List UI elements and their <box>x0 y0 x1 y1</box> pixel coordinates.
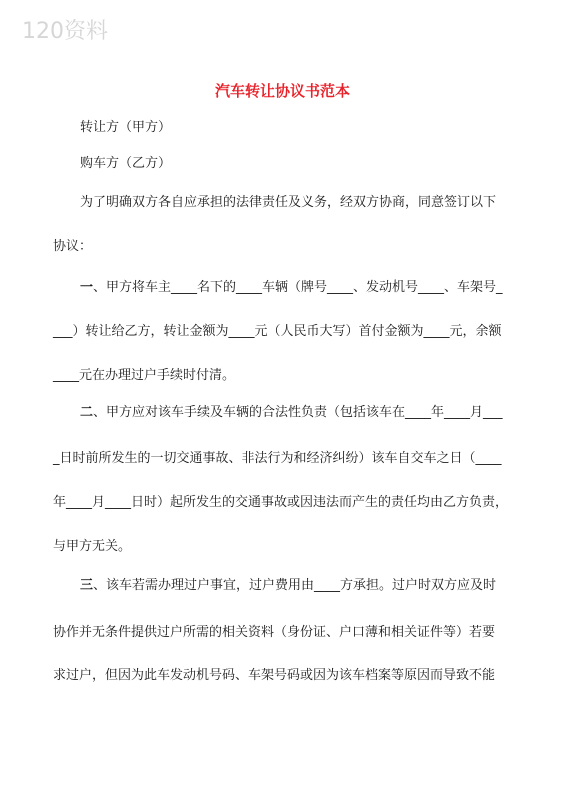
clause-1-line-1 <box>80 280 503 296</box>
watermark-text: 120资料 <box>22 19 108 44</box>
clause-2-line-2: _日时前所发生的一切交通事故、非法行为和经济纠纷）该车自交车之日（____ <box>53 451 502 466</box>
clause-1-number: 一 <box>80 280 94 295</box>
clause-3-line-1 <box>80 578 496 594</box>
party-a-line: 转让方（甲方） <box>80 120 172 135</box>
clause-1-line-3: ____元在办理过户手续时付清。 <box>53 368 236 383</box>
clause-2-text: 、甲方应对该车手续及车辆的合法性负责（包括该车在____年____月___ <box>93 405 503 420</box>
document-title: 汽车转让协议书范本 <box>214 82 350 100</box>
clause-2-line-4: 与甲方无关。 <box>53 539 132 554</box>
clause-3-line-2: 协作并无条件提供过户所需的相关资料（身份证、户口薄和相关证件等）若要 <box>53 625 496 640</box>
clause-1-text: 、甲方将车主____名下的____车辆（牌号____、发动机号____、车架号_ <box>93 280 503 295</box>
clause-2-line-3: 年____月____日时）起所发生的交通事故或因违法而产生的责任均由乙方负责， <box>53 495 509 510</box>
clause-3-number: 三 <box>80 578 94 593</box>
intro-line-2: 协议： <box>53 239 93 254</box>
party-b-line: 购车方（乙方） <box>80 156 172 171</box>
intro-line-1: 为了明确双方各自应承担的法律责任及义务，经双方协商，同意签订以下 <box>80 195 497 210</box>
clause-3-line-3: 求过户，但因为此车发动机号码、车架号码或因为该车档案等原因而导致不能 <box>53 668 496 683</box>
clause-2-line-1 <box>80 405 503 421</box>
clause-3-text: 、该车若需办理过户事宜，过户费用由____方承担。过户时双方应及时 <box>93 578 497 593</box>
clause-1-line-2: ___）转让给乙方，转让金额为____元（人民币大写）首付金额为____元，余额 <box>53 324 502 339</box>
clause-2-number: 二 <box>80 405 94 420</box>
